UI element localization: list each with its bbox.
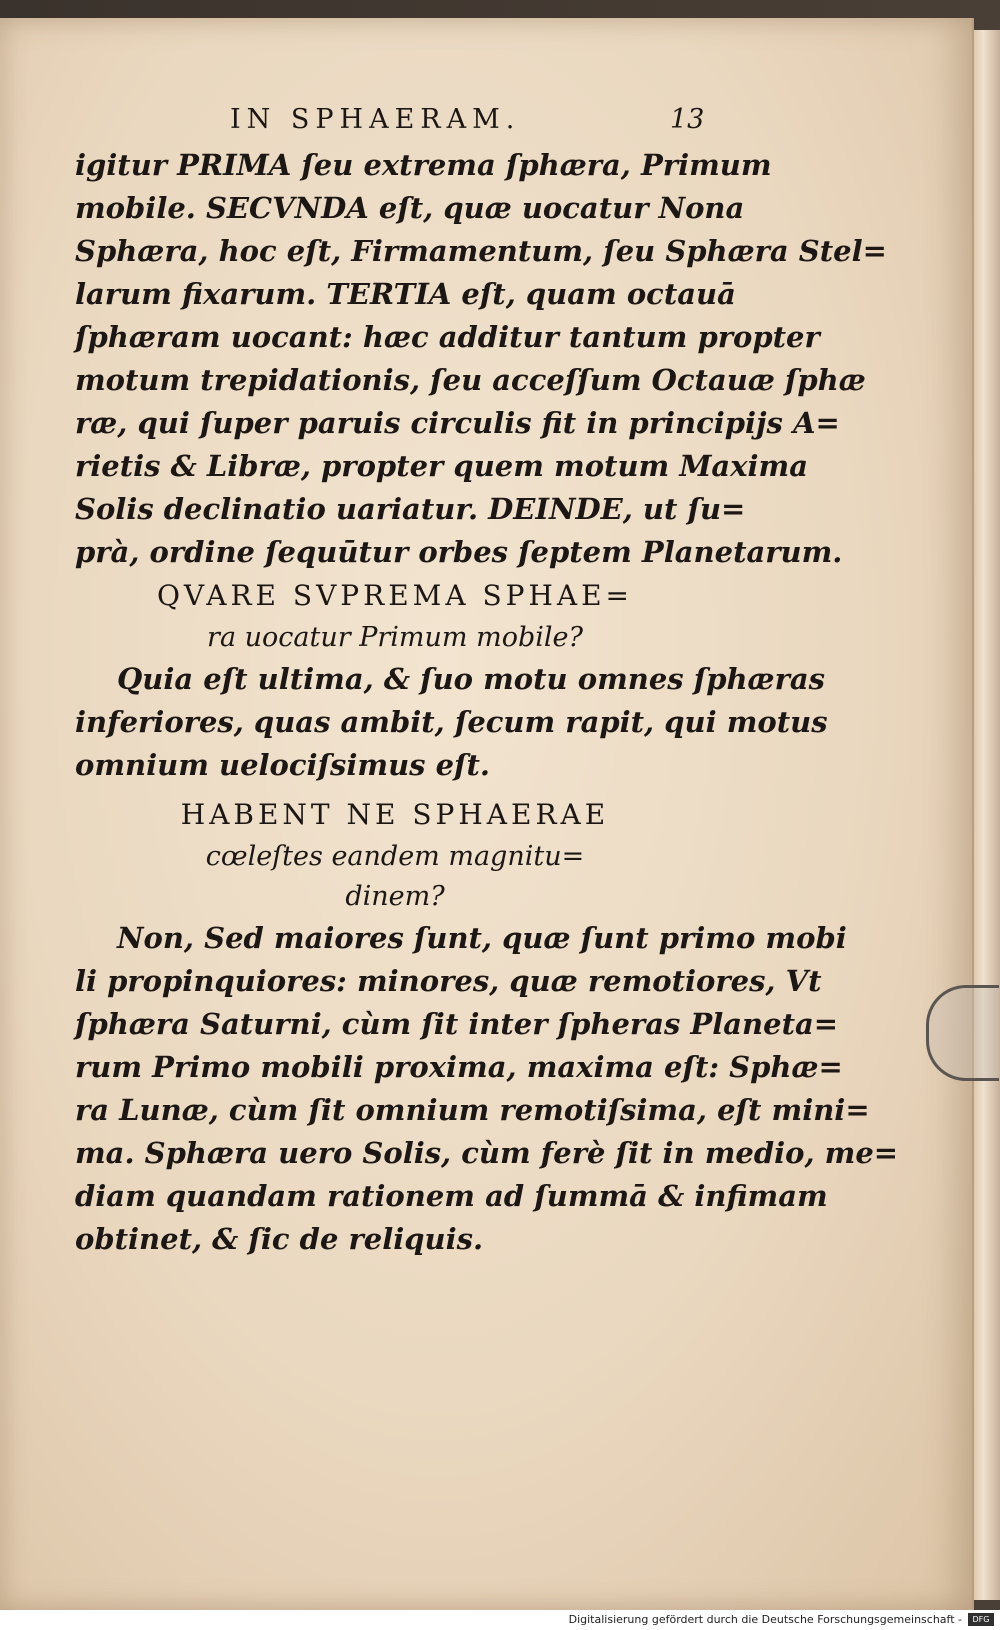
text-line: ſphæram uocant: hæc additur tantum propter (75, 320, 820, 354)
funding-credit: Digitalisierung gefördert durch die Deutsche Forschungsgemeinschaft - (568, 1613, 962, 1626)
text-line: ra Lunæ, cùm ſit omnium remotiſsima, eſt mini= (75, 1093, 870, 1127)
running-head-title: IN SPHAERAM. (230, 104, 521, 135)
footer-bar (0, 1610, 1000, 1630)
heading-line: HABENT NE SPHAERAE (180, 798, 610, 831)
text-line: mobile. SECVNDA eſt, quæ uocatur Nona (75, 191, 745, 225)
page-clip-tab (926, 985, 999, 1081)
page-number: 13 (670, 104, 705, 135)
question-heading-2 (75, 793, 715, 917)
text-line: obtinet, & ſic de reliquis. (75, 1222, 484, 1256)
heading-line: QVARE SVPREMA SPHAE= (156, 579, 634, 612)
heading-line: ra uocatur Primum mobile? (207, 622, 583, 653)
text-line: larum fixarum. TERTIA eſt, quam octauā (75, 277, 736, 311)
text-line: rum Primo mobili proxima, maxima eſt: Sphæ= (75, 1050, 843, 1084)
heading-line: dinem? (345, 881, 445, 912)
text-line: ma. Sphæra uero Solis, cùm ferè ſit in medio, me= (75, 1136, 899, 1170)
page-text (75, 104, 899, 1261)
dfg-logo: DFG (968, 1613, 994, 1626)
text-line: omnium uelociſsimus eſt. (75, 748, 490, 782)
heading-line: cœleſtes eandem magnitu= (205, 841, 585, 872)
page-fore-edge (972, 30, 1000, 1600)
paragraph-3 (75, 917, 899, 1261)
running-head (75, 104, 715, 144)
text-line: Non, Sed maiores ſunt, quæ ſunt primo mobi (117, 921, 847, 955)
text-line: igitur PRIMA ſeu extrema ſphæra, Primum (75, 148, 772, 182)
text-line: inferiores, quas ambit, ſecum rapit, qui motus (75, 705, 828, 739)
text-line: Quia eſt ultima, & ſuo motu omnes ſphæras (117, 662, 825, 696)
text-line: motum trepidationis, ſeu acceſſum Octauæ ſphæ (75, 363, 866, 397)
text-line: ræ, qui ſuper paruis circulis fit in principijs A= (75, 406, 840, 440)
text-line: Solis declinatio uariatur. DEINDE, ut ſu= (75, 492, 746, 526)
question-heading-1 (75, 574, 715, 658)
text-line: rietis & Libræ, propter quem motum Maxima (75, 449, 808, 483)
text-line: prà, ordine ſequūtur orbes ſeptem Planetarum. (75, 535, 843, 569)
paragraph-1 (75, 144, 887, 574)
text-line: Sphæra, hoc eſt, Firmamentum, ſeu Sphæra Stel= (75, 234, 887, 268)
text-line: li propinquiores: minores, quæ remotiores, Vt (75, 964, 822, 998)
text-line: ſphæra Saturni, cùm ſit inter ſpheras Planeta= (75, 1007, 839, 1041)
paragraph-2 (75, 658, 828, 787)
text-line: diam quandam rationem ad ſummā & infimam (75, 1179, 828, 1213)
